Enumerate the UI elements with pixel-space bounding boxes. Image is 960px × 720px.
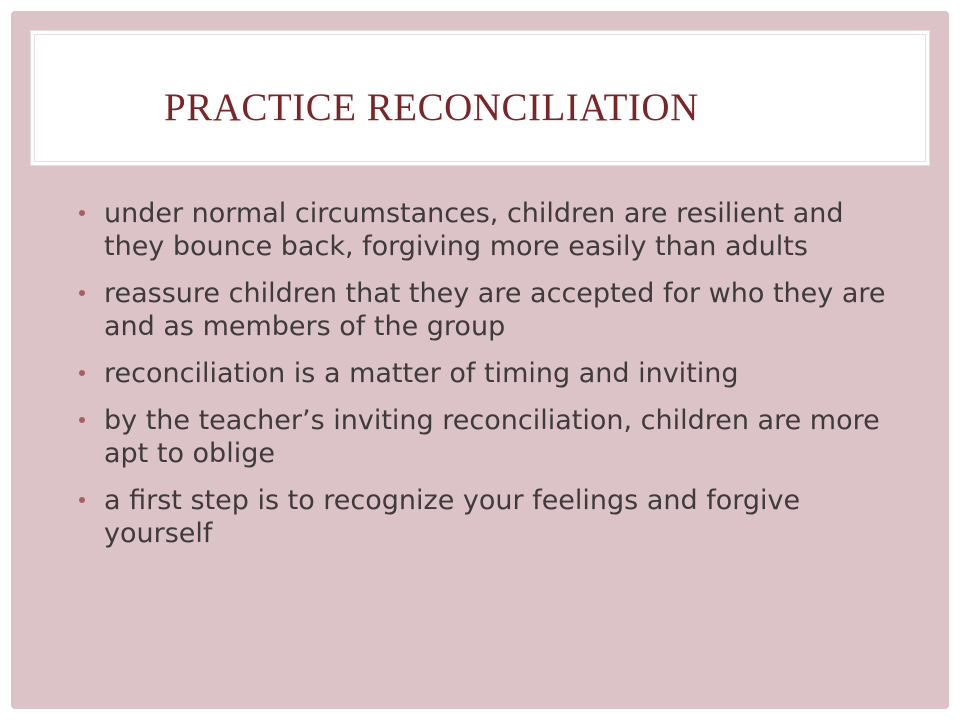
bullet-dot-icon	[79, 417, 85, 423]
slide-title: PRACTICE RECONCILIATION	[164, 86, 699, 129]
bullet-item	[70, 197, 900, 263]
bullet-text: reconciliation is a matter of timing and inviting	[104, 358, 739, 389]
bullet-text: by the teacher’s inviting reconciliation, children are more apt to oblige	[104, 405, 880, 469]
bullet-item	[70, 277, 900, 343]
bullet-item	[70, 484, 900, 550]
bullet-dot-icon	[79, 497, 85, 503]
bullet-item	[70, 357, 900, 390]
bullet-item	[70, 404, 900, 470]
slide	[11, 11, 949, 709]
bullet-dot-icon	[79, 290, 85, 296]
bullet-text: reassure children that they are accepted for who they are and as members of the group	[104, 278, 886, 342]
bullet-text: a first step is to recognize your feelings and forgive yourself	[104, 485, 801, 549]
bullet-text: under normal circumstances, children are resilient and they bounce back, forgiving more easily than adults	[104, 198, 844, 262]
bullet-dot-icon	[79, 370, 85, 376]
bullet-dot-icon	[79, 210, 85, 216]
bullet-list	[70, 197, 900, 564]
